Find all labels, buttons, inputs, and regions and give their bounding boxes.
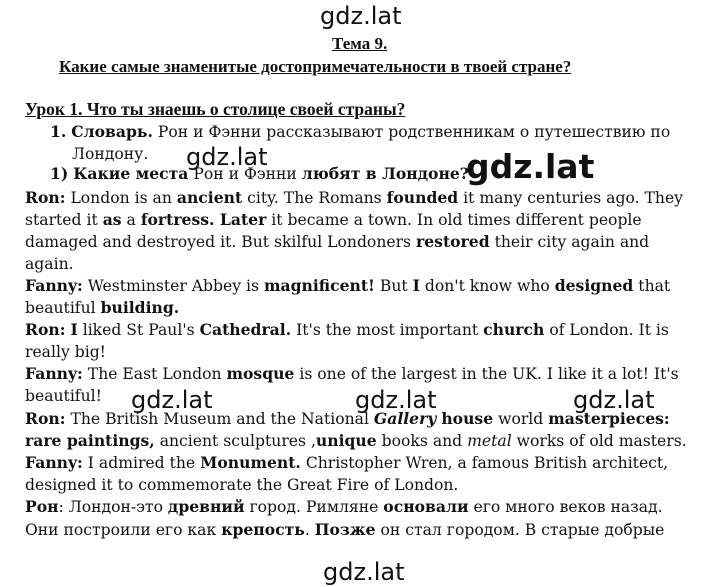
text: : Лондон-это <box>58 498 163 516</box>
fanny2-line-1 <box>25 364 679 384</box>
vocab-word: I <box>70 320 78 339</box>
watermark-row-2: gdz.lat <box>355 386 437 414</box>
text: The British Museum and the National <box>70 410 369 428</box>
vocab-word: magnificent! <box>263 276 375 295</box>
text: is one of the largest in the UK. I like it a lot! It's <box>299 365 679 383</box>
text: The East London <box>87 365 222 383</box>
text: started it <box>25 211 98 229</box>
text: again. <box>25 255 74 273</box>
task1-1-line <box>50 164 469 184</box>
fanny3-line-2 <box>25 475 458 495</box>
vocab-word: church <box>483 320 545 339</box>
watermark-mid-left-1: gdz.lat <box>186 143 268 171</box>
vocab-word: fortress. Later <box>140 210 267 229</box>
vocab-word: ancient <box>176 188 243 207</box>
text: world <box>498 410 544 428</box>
text: beautiful <box>25 299 96 317</box>
ron1-line-4 <box>25 254 74 274</box>
ron-ru-line-2 <box>25 520 664 540</box>
speaker-fanny: Fanny: <box>25 453 83 472</box>
ron3-line-2 <box>25 431 687 451</box>
text: it many centuries ago. They <box>463 189 683 207</box>
fanny1-line-2 <box>25 298 179 318</box>
task1-1-bold-1: Какие места <box>73 164 189 183</box>
vocab-word: mosque <box>226 364 295 383</box>
vocab-word: house <box>441 409 494 428</box>
text: ancient sculptures , <box>159 432 316 450</box>
ron3-line-1 <box>25 409 670 429</box>
task1-1-number: 1) <box>50 164 69 183</box>
speaker-fanny: Fanny: <box>25 364 83 383</box>
text: designed it to commemorate the Great Fire of London. <box>25 476 459 494</box>
vocab-word: restored <box>416 232 490 251</box>
text: beautiful! <box>25 387 102 405</box>
vocab-word: as <box>102 210 122 229</box>
text: он стал городом. В старые добрые <box>380 521 665 539</box>
ron2-line-1 <box>25 320 669 340</box>
speaker-ron-ru: Рон <box>25 497 59 516</box>
ron2-line-2 <box>25 342 106 362</box>
ron1-line-2 <box>25 210 642 230</box>
fanny1-line-1 <box>25 276 670 296</box>
speaker-ron: Ron: <box>25 409 66 428</box>
watermark-row-3: gdz.lat <box>573 386 655 414</box>
speaker-fanny: Fanny: <box>25 276 83 295</box>
vocab-word: древний <box>167 497 245 516</box>
task1-1-bold-2: любят в Лондоне? <box>301 164 469 183</box>
task1-title: Словарь. <box>71 122 153 141</box>
text: London is an <box>70 189 172 207</box>
ron-ru-line-1 <box>25 497 663 517</box>
vocab-word: building. <box>100 298 180 317</box>
text: it became a town. In old times different people <box>271 211 642 229</box>
text: books and <box>381 432 463 450</box>
text: really big! <box>25 343 106 361</box>
text: . <box>304 521 310 539</box>
fanny3-line-1 <box>25 453 668 473</box>
text: Они построили его как <box>25 521 217 539</box>
ron1-line-1 <box>25 188 683 208</box>
vocab-word: founded <box>386 188 459 207</box>
vocab-word: masterpieces: <box>548 409 670 428</box>
vocab-word: Cathedral. <box>199 320 292 339</box>
vocab-word: metal <box>467 432 512 450</box>
task1-line-2 <box>72 144 148 164</box>
vocab-word: Monument. <box>200 453 301 472</box>
vocab-word: designed <box>554 276 634 295</box>
watermark-row-1: gdz.lat <box>131 386 213 414</box>
text: their city again and <box>494 233 650 251</box>
text: It's the most important <box>296 321 479 339</box>
text: Westminster Abbey is <box>87 277 259 295</box>
task1-1-text: Рон и Фэнни <box>193 165 297 183</box>
vocab-word: Gallery <box>373 409 437 428</box>
text: city. The Romans <box>247 189 382 207</box>
task1-number: 1. <box>50 122 67 141</box>
task1-line-1 <box>50 122 670 142</box>
text: Christopher Wren, a famous British architect, <box>305 454 669 472</box>
text: But <box>379 277 408 295</box>
speaker-ron: Ron: <box>25 320 66 339</box>
topic-title: Какие самые знаменитые достопримечательности в твоей стране? <box>59 57 572 76</box>
text: that <box>638 277 671 295</box>
vocab-word: unique <box>315 431 377 450</box>
task1-text-a: Рон и Фэнни рассказывают родственникам о путешествию по <box>157 123 671 141</box>
text: I admired the <box>87 454 196 472</box>
watermark-top: gdz.lat <box>320 2 402 30</box>
text: works of old masters. <box>516 432 687 450</box>
ron1-line-3 <box>25 232 649 252</box>
watermark-bottom: gdz.lat <box>323 558 405 586</box>
text: of London. It is <box>549 321 669 339</box>
vocab-word: Позже <box>314 520 376 539</box>
text: liked St Paul's <box>82 321 195 339</box>
vocab-word: основали <box>383 497 469 516</box>
speaker-ron: Ron: <box>25 188 66 207</box>
text: его много веков назад. <box>473 498 663 516</box>
text: damaged and destroyed it. But skilful Londoners <box>25 233 412 251</box>
vocab-word: rare paintings, <box>25 431 155 450</box>
topic-number: Тема 9. <box>332 34 388 53</box>
vocab-word: I <box>412 276 420 295</box>
task1-text-b: Лондону. <box>72 145 149 163</box>
watermark-mid-right-large: gdz.lat <box>466 147 595 186</box>
text: a <box>126 211 136 229</box>
text: город. Римляне <box>249 498 379 516</box>
text: don't know who <box>424 277 550 295</box>
fanny2-line-2 <box>25 386 102 406</box>
vocab-word: крепость <box>221 520 305 539</box>
lesson-title: Урок 1. Что ты знаешь о столице своей страны? <box>25 99 406 119</box>
